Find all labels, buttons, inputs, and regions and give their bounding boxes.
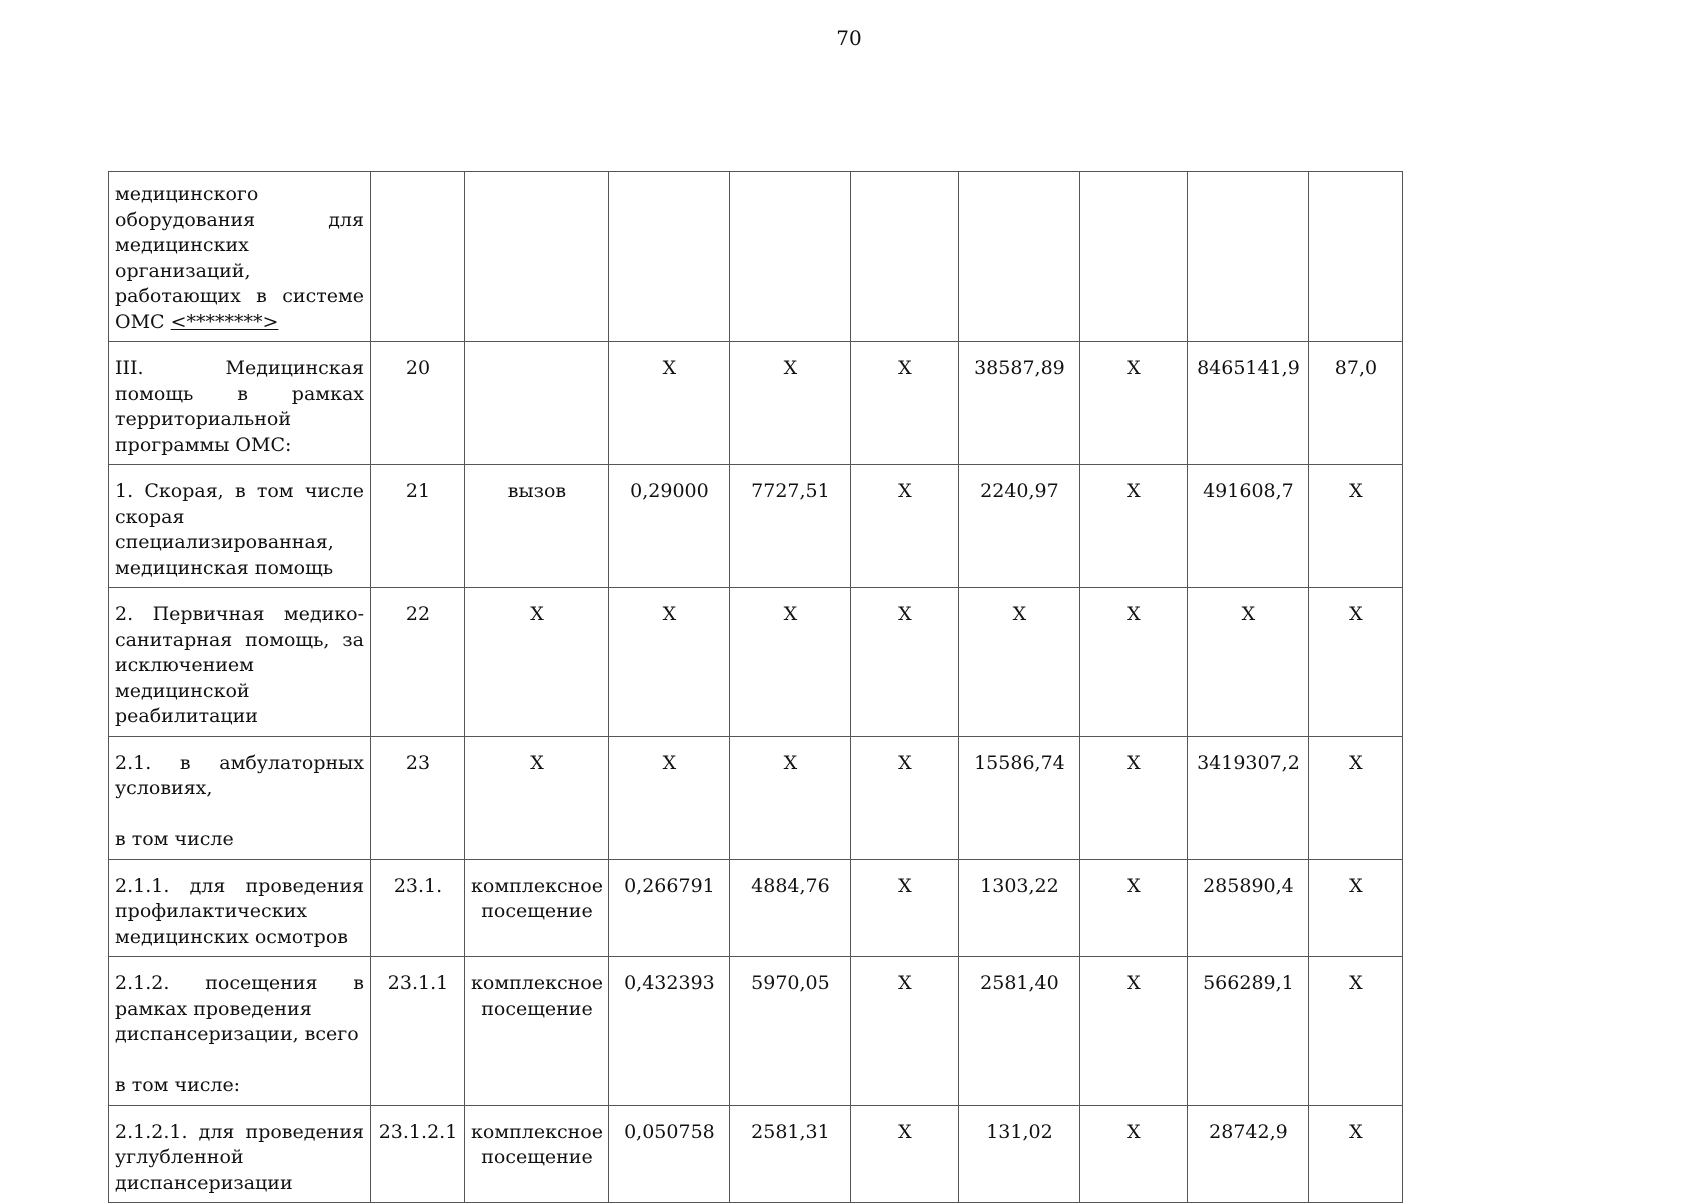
table-cell: 87,0: [1308, 342, 1402, 465]
table-cell: X: [958, 588, 1079, 737]
row-name: 2. Первичная медико-санитарная помощь, за исключением медицинской реабилитации: [115, 603, 364, 727]
table-row: [109, 342, 1403, 465]
table-cell: 2581,40: [958, 957, 1079, 1106]
page-number: 70: [836, 26, 862, 50]
table-row: [109, 172, 1403, 342]
table-row: [109, 957, 1403, 1106]
table-cell: X: [1079, 342, 1187, 465]
table-cell: 7727,51: [729, 465, 850, 588]
table-cell: 4884,76: [729, 859, 850, 957]
table-body: [109, 172, 1403, 1203]
table-cell: [958, 172, 1079, 342]
table-cell: X: [850, 736, 958, 859]
table-cell: 131,02: [958, 1105, 1079, 1203]
row-name: медицинского оборудования для медицинских организаций, работающих в системе ОМС: [115, 183, 364, 333]
table-cell: 566289,1: [1187, 957, 1308, 1106]
table-cell: [608, 172, 729, 342]
table-cell: X: [1187, 588, 1308, 737]
table-cell: X: [1079, 957, 1187, 1106]
table-cell: вызов: [465, 465, 609, 588]
table-cell: 28742,9: [1187, 1105, 1308, 1203]
table-cell: X: [850, 465, 958, 588]
table-cell: [371, 172, 465, 342]
row-name-cell: [109, 736, 371, 859]
footnote-reference-link[interactable]: <********>: [170, 310, 279, 333]
table-cell: 0,050758: [608, 1105, 729, 1203]
table-cell: X: [1079, 859, 1187, 957]
table-cell: 23.1.: [371, 859, 465, 957]
table-cell: 491608,7: [1187, 465, 1308, 588]
table-cell: [729, 172, 850, 342]
table-cell: [850, 172, 958, 342]
table-cell: X: [850, 588, 958, 737]
table-cell: [1187, 172, 1308, 342]
row-name-cell: [109, 1105, 371, 1203]
row-name-cell: [109, 465, 371, 588]
table-row: [109, 588, 1403, 737]
table-row: [109, 859, 1403, 957]
table-cell: X: [1079, 465, 1187, 588]
table-cell: 15586,74: [958, 736, 1079, 859]
table-cell: комплексное посещение: [465, 1105, 609, 1203]
row-name-cell: [109, 957, 371, 1106]
table-cell: [1079, 172, 1187, 342]
table-cell: X: [729, 342, 850, 465]
table-row: [109, 465, 1403, 588]
table-cell: 23.1.1: [371, 957, 465, 1106]
table-cell: 2240,97: [958, 465, 1079, 588]
table-cell: 38587,89: [958, 342, 1079, 465]
table-cell: 20: [371, 342, 465, 465]
table-cell: 285890,4: [1187, 859, 1308, 957]
table-cell: X: [729, 588, 850, 737]
row-name-cell: [109, 172, 371, 342]
table-cell: 21: [371, 465, 465, 588]
table-cell: X: [608, 588, 729, 737]
table-cell: X: [1079, 736, 1187, 859]
table-cell: комплексное посещение: [465, 859, 609, 957]
table-cell: [465, 172, 609, 342]
table-cell: X: [850, 342, 958, 465]
table-cell: 0,432393: [608, 957, 729, 1106]
table-cell: [465, 342, 609, 465]
table-row: [109, 736, 1403, 859]
table-cell: 3419307,2: [1187, 736, 1308, 859]
table-cell: 0,29000: [608, 465, 729, 588]
table-cell: X: [608, 342, 729, 465]
table-cell: X: [1308, 736, 1402, 859]
table-cell: 23.1.2.1: [371, 1105, 465, 1203]
row-name-cell: [109, 859, 371, 957]
table-cell: X: [850, 1105, 958, 1203]
table-cell: X: [729, 736, 850, 859]
table-cell: X: [1308, 1105, 1402, 1203]
table-cell: X: [1079, 588, 1187, 737]
table-cell: X: [850, 859, 958, 957]
table-cell: комплексное посещение: [465, 957, 609, 1106]
funding-table: [108, 171, 1403, 1203]
row-name: III. Медицинская помощь в рамках территориальной программы ОМС:: [115, 357, 364, 456]
row-name: 2.1. в амбулаторных условиях, в том числе: [115, 751, 364, 850]
table-cell: X: [1308, 859, 1402, 957]
row-name: 2.1.1. для проведения профилактических медицинских осмотров: [115, 874, 364, 948]
table-cell: 2581,31: [729, 1105, 850, 1203]
table-cell: 1303,22: [958, 859, 1079, 957]
row-name: 2.1.2. посещения в рамках проведения диспансеризации, всего в том числе:: [115, 972, 364, 1096]
table-cell: X: [1308, 588, 1402, 737]
table-cell: X: [608, 736, 729, 859]
table-cell: 22: [371, 588, 465, 737]
table-cell: [1308, 172, 1402, 342]
table-cell: 0,266791: [608, 859, 729, 957]
table-cell: X: [465, 736, 609, 859]
table-cell: 5970,05: [729, 957, 850, 1106]
table-cell: X: [1079, 1105, 1187, 1203]
row-name: 2.1.2.1. для проведения углубленной диспансеризации: [115, 1120, 364, 1194]
table-cell: X: [1308, 465, 1402, 588]
table-cell: X: [465, 588, 609, 737]
table-cell: X: [850, 957, 958, 1106]
row-name-cell: [109, 342, 371, 465]
row-name-cell: [109, 588, 371, 737]
table-cell: 8465141,9: [1187, 342, 1308, 465]
row-name: 1. Скорая, в том числе скорая специализированная, медицинская помощь: [115, 480, 364, 579]
table-row: [109, 1105, 1403, 1203]
table-cell: 23: [371, 736, 465, 859]
table-cell: X: [1308, 957, 1402, 1106]
